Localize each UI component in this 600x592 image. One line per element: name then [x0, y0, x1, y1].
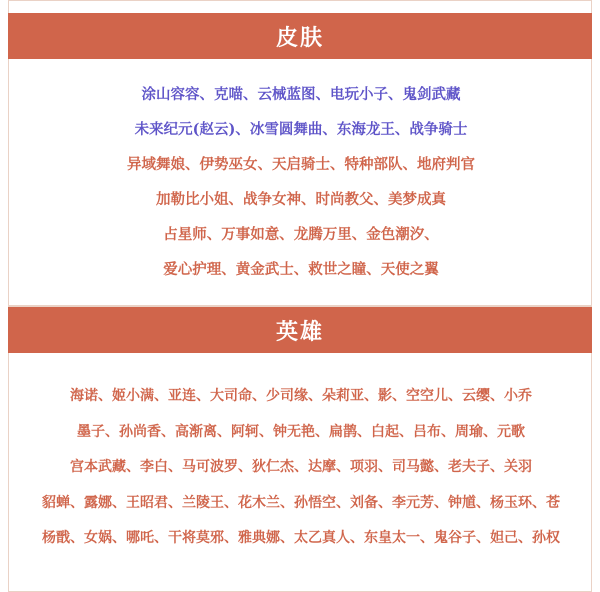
skins-line: 涂山容容、克喵、云械蓝图、电玩小子、鬼剑武藏 [141, 86, 461, 103]
skins-list [9, 77, 593, 287]
skins-line: 爱心护理、黄金武士、救世之瞳、天使之翼 [163, 261, 439, 278]
skins-line: 异域舞娘、伊势巫女、天启骑士、特种部队、地府判官 [127, 156, 475, 173]
heroes-list [9, 379, 593, 557]
heroes-section [8, 306, 592, 592]
heroes-line: 宫本武藏、李白、马可波罗、狄仁杰、达摩、项羽、司马懿、老夫子、关羽 [70, 459, 532, 475]
heroes-line: 貂蝉、露娜、王昭君、兰陵王、花木兰、孙悟空、刘备、李元芳、钟馗、杨玉环、苍 [42, 494, 560, 511]
heroes-line: 墨子、孙尚香、高渐离、阿轲、钟无艳、扁鹊、白起、吕布、周瑜、元歌 [77, 423, 525, 440]
heroes-line: 海诺、姬小满、亚连、大司命、少司缘、朵莉亚、影、空空儿、云缨、小乔 [70, 388, 532, 404]
heroes-title: 英雄 [275, 319, 324, 345]
heroes-banner [8, 307, 592, 353]
skins-line: 占星师、万事如意、龙腾万里、金色潮汐、 [163, 226, 439, 243]
skins-banner [8, 13, 592, 59]
skins-line: 未来纪元(赵云)、冰雪圆舞曲、东海龙王、战争骑士 [134, 121, 468, 138]
heroes-line: 杨戬、女娲、哪吒、干将莫邪、雅典娜、太乙真人、东皇太一、鬼谷子、妲己、孙权 [42, 530, 560, 546]
skins-section [8, 0, 592, 306]
skins-title: 皮肤 [275, 25, 324, 51]
skins-line: 加勒比小姐、战争女神、时尚教父、美梦成真 [156, 191, 446, 208]
